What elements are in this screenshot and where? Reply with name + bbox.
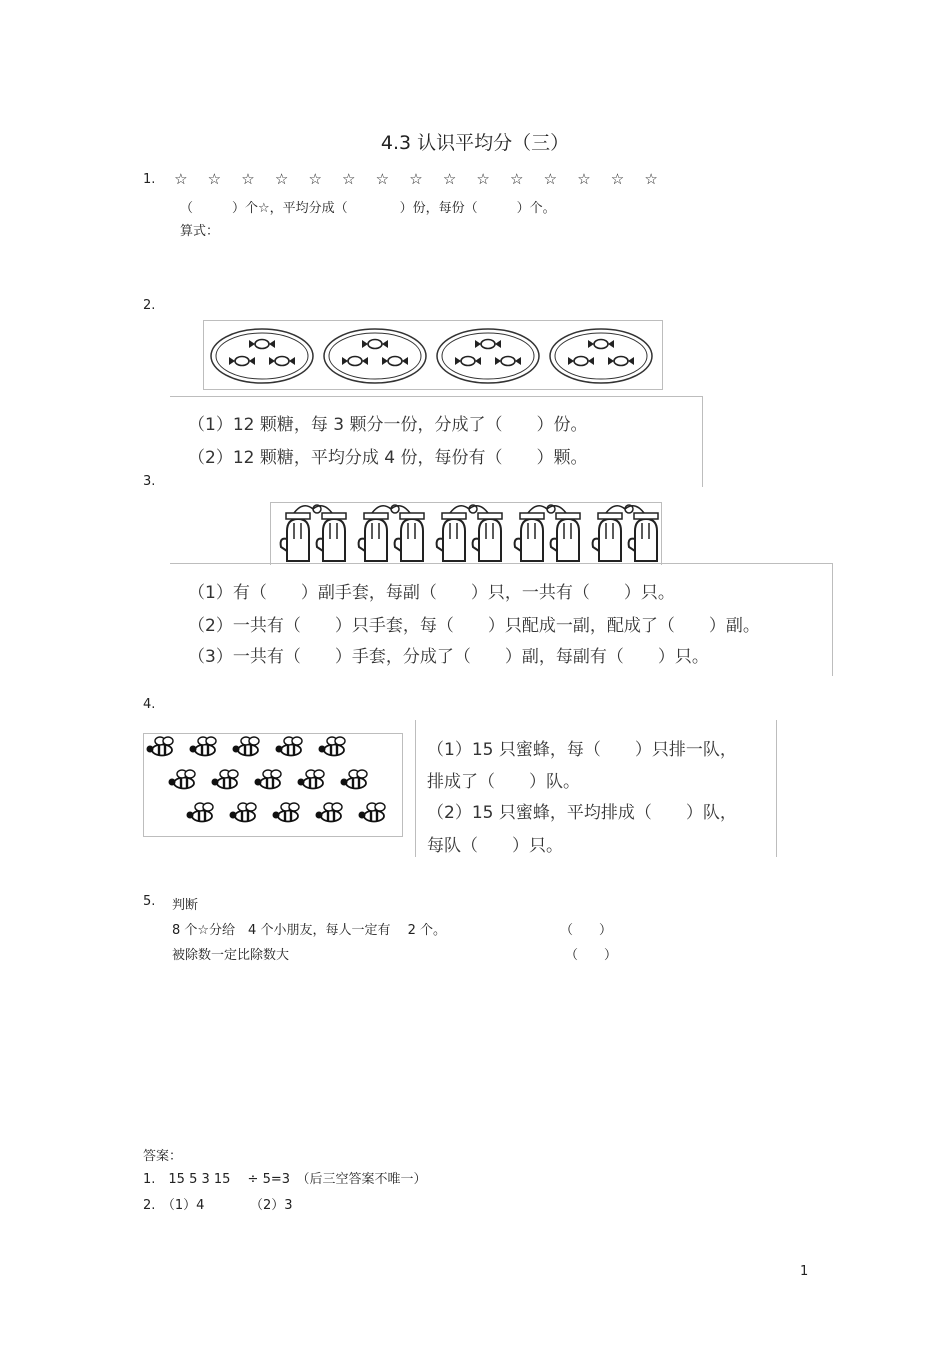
plates-illustration <box>204 321 662 389</box>
star-icon: ☆ <box>610 170 625 188</box>
q4-line-4: 每队（ ）只。 <box>427 836 563 856</box>
bee-icon <box>298 770 325 789</box>
mitten-icon <box>551 513 580 561</box>
q1-formula-label: 算式： <box>180 224 220 239</box>
star-icon: ☆ <box>308 170 322 188</box>
gloves-illustration <box>271 503 661 565</box>
bee-icon <box>147 737 174 756</box>
plate-icon <box>437 329 539 383</box>
q1-number: 1. <box>143 172 156 187</box>
q3-line-2: （2）一共有（ ）只手套，每（ ）只配成一副，配成了（ ）副。 <box>188 616 760 636</box>
q3-number: 3. <box>143 474 156 489</box>
glove-pair-icon <box>359 505 424 561</box>
bee-icon <box>359 803 386 822</box>
glove-pair-icon <box>437 505 502 561</box>
bee-icon <box>273 803 300 822</box>
q2-number: 2. <box>143 298 156 313</box>
mitten-icon <box>473 513 502 561</box>
star-icon: ☆ <box>207 170 222 188</box>
mitten-icon <box>593 513 622 561</box>
star-icon: ☆ <box>241 170 255 188</box>
q3-gloves-image <box>270 502 662 565</box>
q4-line-2: 排成了（ ）队。 <box>427 772 580 792</box>
star-icon: ☆ <box>543 170 558 188</box>
q5-item-1: 8 个☆分给 4 个小朋友，每人一定有 2 个。 <box>172 923 446 938</box>
mitten-icon <box>395 513 424 561</box>
mitten-icon <box>359 513 388 561</box>
glove-pair-icon <box>281 505 346 561</box>
answers-label: 答案： <box>143 1149 183 1164</box>
star-icon: ☆ <box>342 170 356 188</box>
bee-icon <box>341 770 368 789</box>
mitten-icon <box>437 513 466 561</box>
bee-icon <box>187 803 214 822</box>
star-icon: ☆ <box>577 170 591 188</box>
q1-stars <box>164 169 668 188</box>
bee-icon <box>276 737 303 756</box>
star-icon: ☆ <box>174 170 188 188</box>
answer-line-1: 1. 15 5 3 15 ÷ 5=3 （后三空答案不唯一） <box>143 1172 427 1187</box>
q4-number: 4. <box>143 697 156 712</box>
star-icon: ☆ <box>644 170 658 188</box>
star-icon: ☆ <box>409 170 423 188</box>
mitten-icon <box>281 513 310 561</box>
q2-line-1: （1）12 颗糖，每 3 颗分一份，分成了（ ）份。 <box>188 415 588 435</box>
star-icon: ☆ <box>375 170 390 188</box>
bee-icon <box>233 737 260 756</box>
mitten-icon <box>515 513 544 561</box>
q5-number: 5. <box>143 894 156 909</box>
mitten-icon <box>317 513 346 561</box>
bee-icon <box>169 770 196 789</box>
star-icon: ☆ <box>274 170 289 188</box>
q4-line-1: （1）15 只蜜蜂，每（ ）只排一队， <box>427 740 737 760</box>
star-icon: ☆ <box>510 170 524 188</box>
bee-icon <box>230 803 257 822</box>
mitten-icon <box>629 513 658 561</box>
bee-icon <box>190 737 217 756</box>
bees-illustration <box>144 734 402 836</box>
bee-icon <box>319 737 346 756</box>
plate-icon <box>550 329 652 383</box>
q4-line-3: （2）15 只蜜蜂，平均排成（ ）队， <box>427 803 737 823</box>
plate-icon <box>211 329 313 383</box>
q5-label: 判断 <box>172 898 199 913</box>
glove-pair-icon <box>515 505 580 561</box>
bee-icon <box>212 770 239 789</box>
glove-pair-icon <box>593 505 658 561</box>
q2-plates-image <box>203 320 663 390</box>
q3-line-3: （3）一共有（ ）手套，分成了（ ）副，每副有（ ）只。 <box>188 647 709 667</box>
q2-line-2: （2）12 颗糖，平均分成 4 份，每份有（ ）颗。 <box>188 448 588 468</box>
plate-icon <box>324 329 426 383</box>
q4-bees-image <box>143 733 403 837</box>
q5-item-1-paren: （ ） <box>560 923 613 938</box>
bee-icon <box>316 803 343 822</box>
q5-item-2: 被除数一定比除数大 <box>172 948 290 963</box>
star-icon: ☆ <box>442 170 457 188</box>
q1-question-line: （ ）个☆，平均分成（ ）份，每份（ ）个。 <box>180 201 556 216</box>
bee-icon <box>255 770 282 789</box>
q3-line-1: （1）有（ ）副手套，每副（ ）只，一共有（ ）只。 <box>188 583 675 603</box>
page-title: 4.3 认识平均分（三） <box>380 132 570 154</box>
answer-line-2: 2. （1）4 （2）3 <box>143 1198 293 1213</box>
star-icon: ☆ <box>476 170 490 188</box>
q5-item-2-paren: （ ） <box>565 948 618 963</box>
page-number: 1 <box>800 1264 809 1279</box>
